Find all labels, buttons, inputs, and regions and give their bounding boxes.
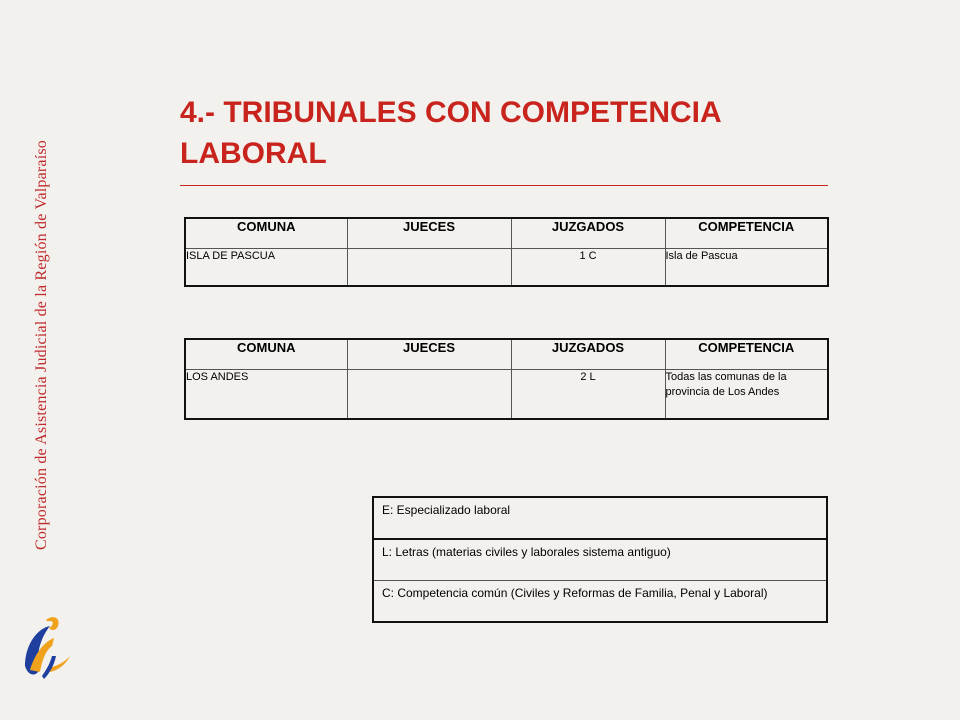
header-juzgados: JUZGADOS: [511, 339, 665, 370]
legend-row: [373, 539, 827, 581]
cell-jueces: [347, 249, 511, 287]
legend-competencia-comun: C: Competencia común (Civiles y Reformas de Familia, Penal y Laboral): [373, 581, 827, 623]
legend-especializado: E: Especializado laboral: [373, 497, 827, 539]
organization-logo: [16, 612, 74, 688]
legend-letras: L: Letras (materias civiles y laborales sistema antiguo): [373, 539, 827, 581]
cell-juzgados: 2 L: [511, 370, 665, 420]
tribunal-table-1: [184, 217, 829, 287]
organization-name: Corporación de Asistencia Judicial de la Región de Valparaíso: [33, 139, 50, 551]
table-row: [185, 370, 828, 420]
title-divider: [180, 185, 828, 186]
cell-competencia: Todas las comunas de la provincia de Los Andes: [665, 370, 828, 420]
legend-table: [372, 496, 828, 623]
header-comuna: COMUNA: [185, 218, 347, 249]
cell-comuna: ISLA DE PASCUA: [185, 249, 347, 287]
table-header-row: [185, 218, 828, 249]
slide-title: 4.- TRIBUNALES CON COMPETENCIA LABORAL: [180, 96, 721, 170]
header-jueces: JUECES: [347, 339, 511, 370]
cell-juzgados: 1 C: [511, 249, 665, 287]
organization-vertical-label: [14, 90, 70, 600]
cell-competencia: Isla de Pascua: [665, 249, 828, 287]
legend-row: [373, 497, 827, 539]
legend-row: [373, 581, 827, 623]
header-competencia: COMPETENCIA: [665, 339, 828, 370]
header-competencia: COMPETENCIA: [665, 218, 828, 249]
cell-jueces: [347, 370, 511, 420]
cell-comuna: LOS ANDES: [185, 370, 347, 420]
header-jueces: JUECES: [347, 218, 511, 249]
header-juzgados: JUZGADOS: [511, 218, 665, 249]
tribunal-table-2: [184, 338, 829, 420]
header-comuna: COMUNA: [185, 339, 347, 370]
table-row: [185, 249, 828, 287]
table-header-row: [185, 339, 828, 370]
